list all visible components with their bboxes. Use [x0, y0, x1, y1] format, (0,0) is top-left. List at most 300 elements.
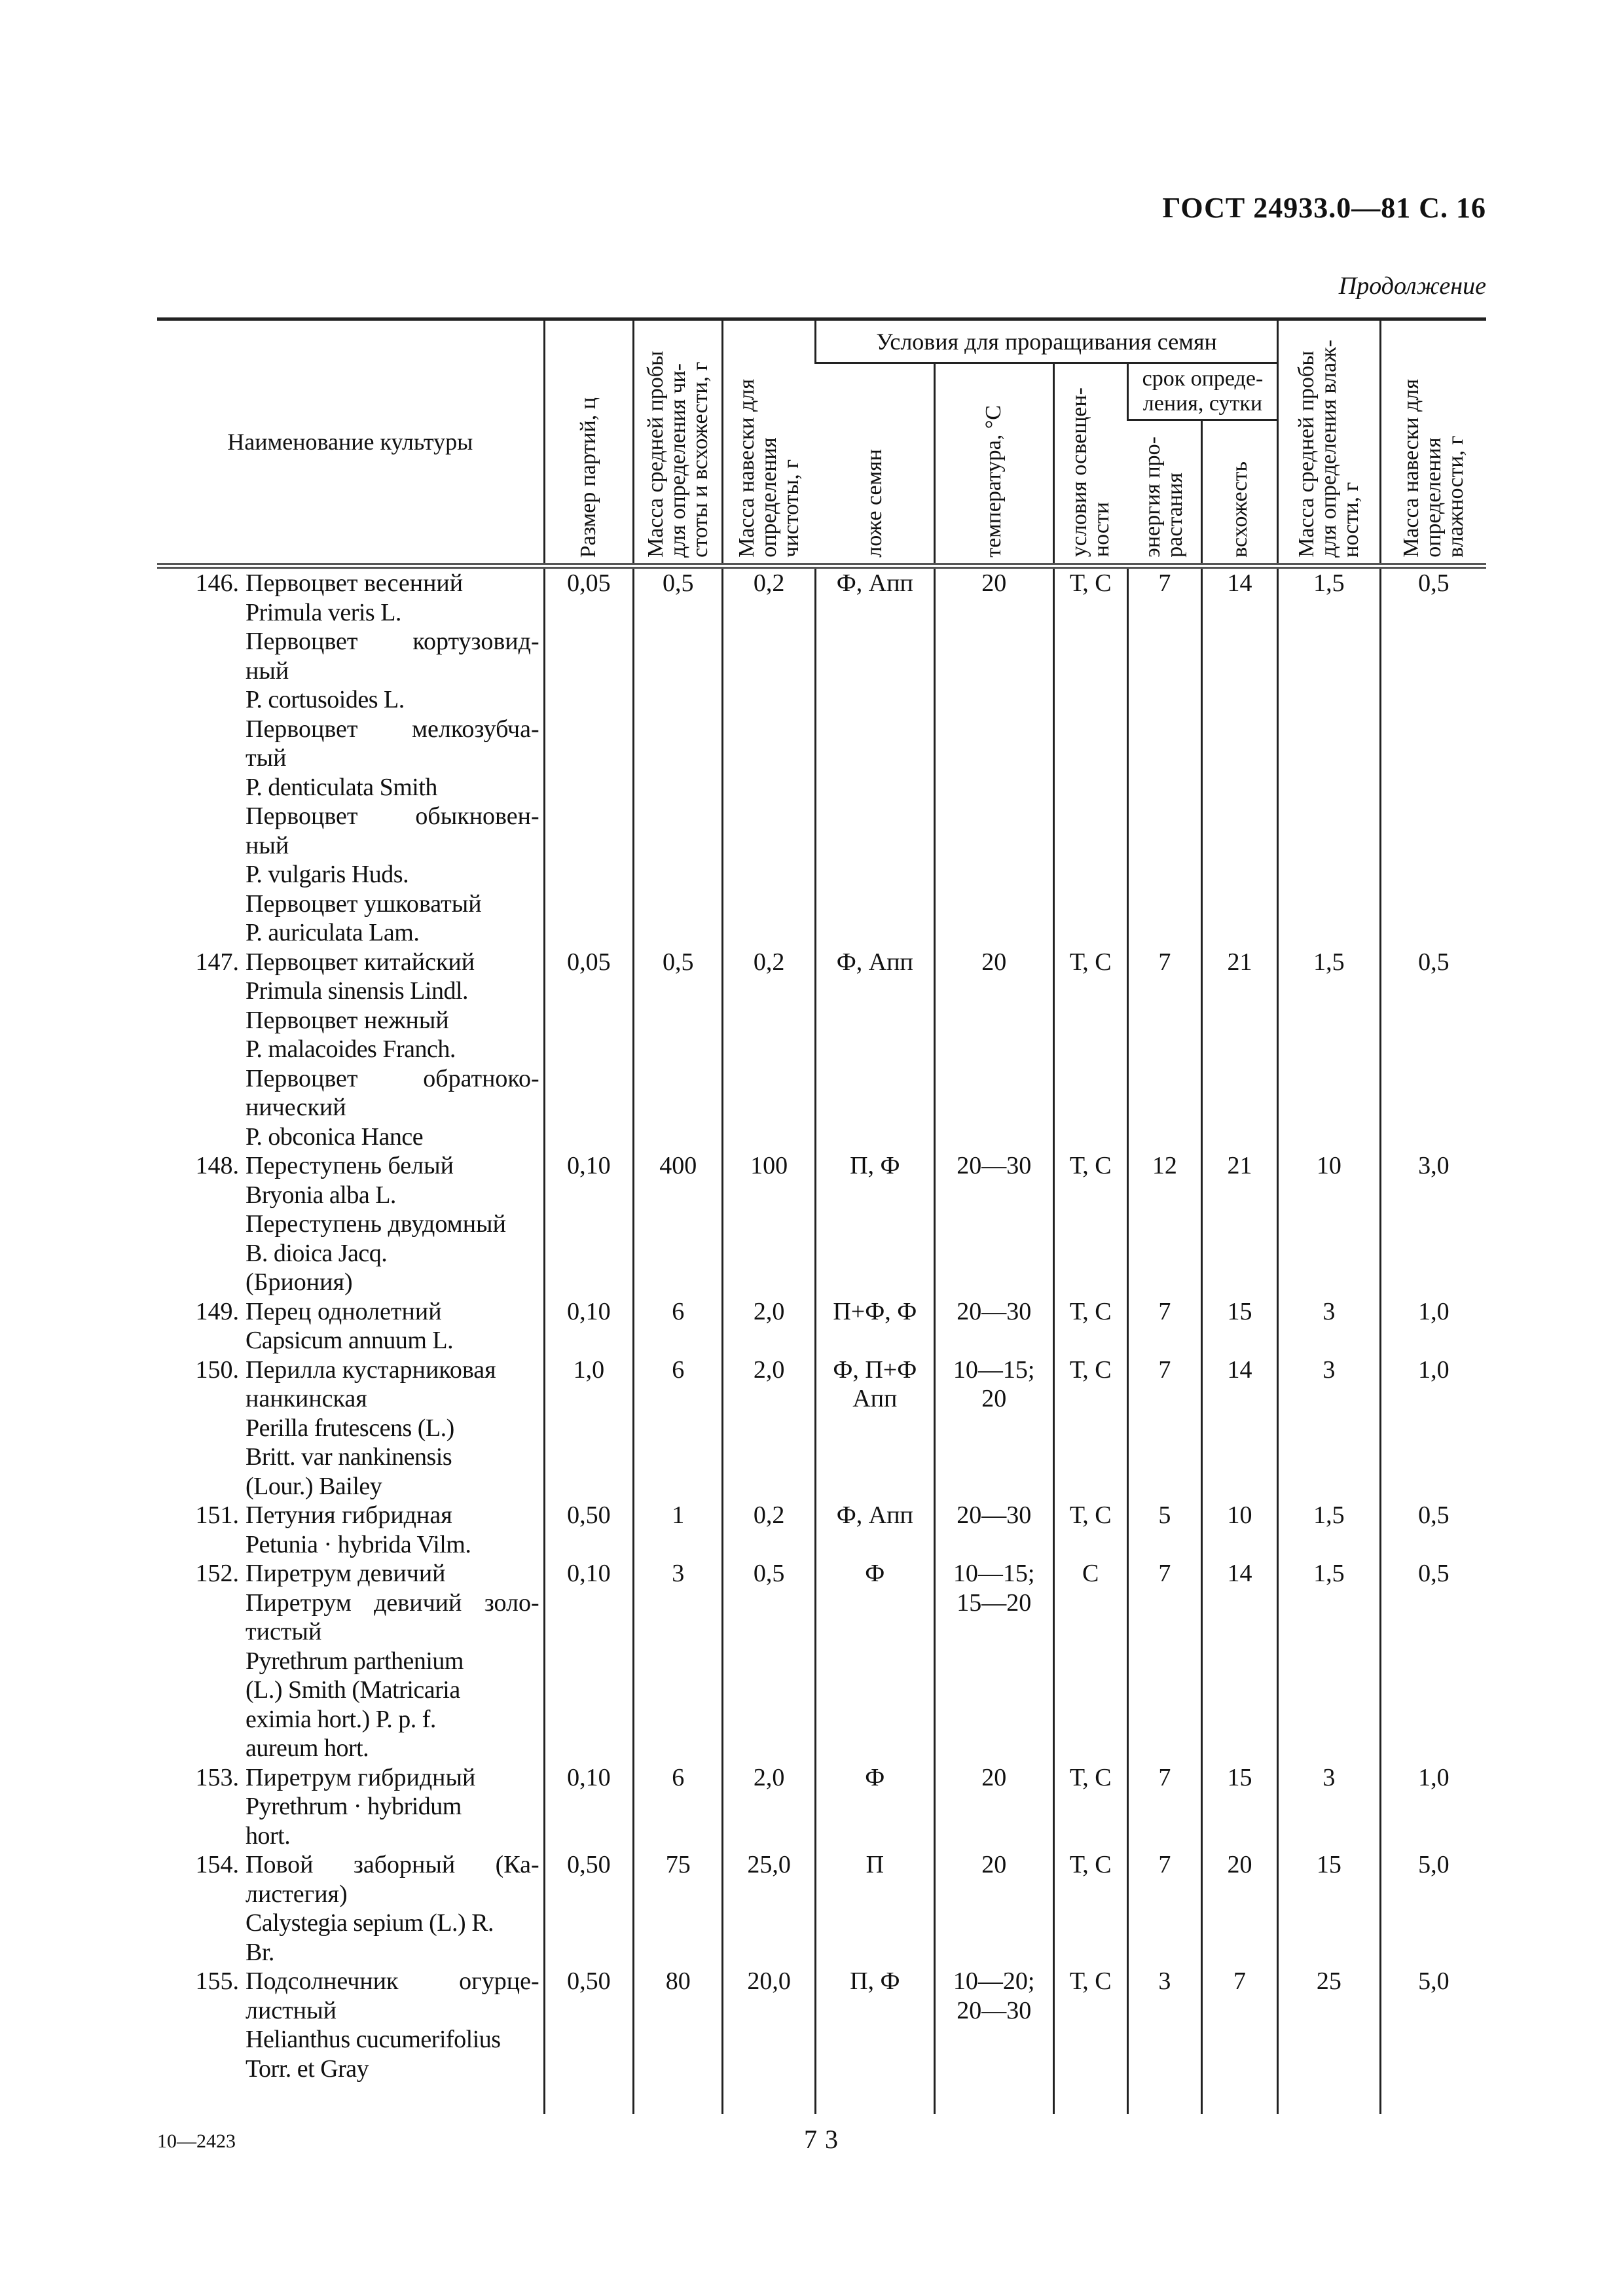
moisture-weigh-cell-value: 3,0: [1418, 1152, 1450, 1179]
avg-sample-cell: [634, 1850, 723, 1967]
row-number: 148.: [195, 1152, 239, 1179]
lighting-cell: [1053, 1559, 1127, 1763]
document-header: ГОСТ 24933.0—81 С. 16: [1162, 192, 1486, 224]
purity-cell-value: 2,0: [753, 1297, 785, 1325]
purity-cell: [723, 1559, 815, 1763]
moisture-avg-cell-value: 3: [1322, 1763, 1336, 1791]
lot-size-cell: [544, 566, 633, 948]
lighting-cell: [1053, 948, 1127, 1152]
lot-size-cell: [544, 1501, 633, 1559]
row-number: 149.: [195, 1297, 239, 1325]
moisture-avg-cell: [1278, 1850, 1381, 1967]
row-number: 147.: [195, 948, 239, 976]
col-moisture-weigh-header: Масса навески для определения влажности, г: [1380, 319, 1486, 566]
col-lot-size-header: Размер партий, ц: [544, 319, 633, 566]
bed-cell: [815, 1967, 934, 2083]
crop-name-line: Первоцвет обратноко-: [246, 1064, 539, 1092]
temperature-cell-value: 20: [981, 1851, 1007, 1878]
bed-cell: [815, 1763, 934, 1851]
crop-name-line: P. auriculata Lam.: [246, 919, 420, 946]
table-row: [157, 1559, 1486, 1763]
lighting-cell-value: Т, С: [1069, 1851, 1112, 1878]
germination-cell: [1201, 1151, 1277, 1297]
lot-size-cell-value: 0,10: [567, 1297, 611, 1325]
lot-size-cell: [544, 1559, 633, 1763]
bed-cell-value: Ф: [865, 1560, 885, 1587]
purity-cell: [723, 1850, 815, 1967]
crop-name-line: Primula sinensis Lindl.: [246, 977, 468, 1005]
crop-name-line: B. dioica Jacq.: [246, 1239, 388, 1267]
row-number: 152.: [195, 1560, 239, 1587]
avg-sample-cell-value: 80: [665, 1967, 691, 1995]
crop-name-line: Петуния гибридная: [246, 1501, 452, 1529]
energy-cell-value: 12: [1152, 1152, 1177, 1179]
energy-cell: [1127, 1355, 1201, 1501]
moisture-avg-cell-value: 1,5: [1313, 948, 1345, 976]
col-lighting-header: условия освещен- ности: [1053, 363, 1127, 566]
lighting-cell-value: Т, С: [1069, 1763, 1112, 1791]
crop-name-line: (L.) Smith (Matricaria: [246, 1676, 460, 1704]
lighting-cell-value: Т, С: [1069, 1355, 1112, 1384]
moisture-weigh-cell: [1380, 1850, 1486, 1967]
crop-name-line: (Бриония): [246, 1268, 353, 1296]
purity-cell: [723, 1297, 815, 1355]
lot-size-cell: [544, 1355, 633, 1501]
germination-cell-value: 14: [1227, 569, 1252, 597]
moisture-weigh-cell: [1380, 1151, 1486, 1297]
energy-cell: [1127, 948, 1201, 1152]
crop-name-line: (Lour.) Bailey: [246, 1472, 382, 1500]
lighting-cell: [1053, 1355, 1127, 1501]
germination-cell: [1201, 1967, 1277, 2083]
temperature-cell: [934, 1559, 1053, 1763]
avg-sample-cell: [634, 566, 723, 948]
moisture-weigh-cell: [1380, 1297, 1486, 1355]
lighting-cell-value: Т, С: [1069, 1967, 1112, 1995]
lighting-cell: [1053, 1763, 1127, 1851]
table-filler-row: [157, 2083, 1486, 2114]
crop-name-line: Petunia · hybrida Vilm.: [246, 1530, 471, 1558]
crop-name-line: Perilla frutescens (L.): [246, 1414, 454, 1442]
crop-name-line: P. malacoides Franch.: [246, 1035, 456, 1063]
moisture-weigh-cell: [1380, 1967, 1486, 2083]
germination-cell: [1201, 1501, 1277, 1559]
crop-name-line: нический: [246, 1094, 346, 1121]
lighting-cell: [1053, 1501, 1127, 1559]
moisture-weigh-cell: [1380, 1559, 1486, 1763]
crop-name-line: Переступень двудомный: [246, 1210, 506, 1238]
temperature-cell: [934, 1151, 1053, 1297]
lot-size-cell: [544, 1850, 633, 1967]
crop-name-cell: [157, 1355, 544, 1501]
germination-cell-value: 14: [1227, 1560, 1252, 1587]
seed-table-wrapper: [157, 317, 1486, 2114]
term-header: срок опреде- ления, сутки: [1127, 363, 1277, 420]
row-number: 153.: [195, 1763, 239, 1791]
energy-cell: [1127, 566, 1201, 948]
crop-name-line: Br.: [246, 1938, 274, 1966]
moisture-avg-cell-value: 25: [1316, 1967, 1341, 1995]
temperature-cell-value: 20: [981, 948, 1007, 976]
purity-cell: [723, 1763, 815, 1851]
temperature-cell-value: 20—30: [957, 1501, 1032, 1529]
crop-name-line: Пиретрум гибридный: [246, 1763, 476, 1791]
lot-size-cell: [544, 1297, 633, 1355]
lot-size-cell: [544, 1151, 633, 1297]
moisture-weigh-cell: [1380, 1763, 1486, 1851]
continuation-label: Продолжение: [1338, 272, 1486, 300]
footer-code: 10—2423: [157, 2130, 236, 2152]
crop-name-line: Bryonia alba L.: [246, 1181, 396, 1209]
moisture-avg-cell-value: 1,5: [1313, 1560, 1345, 1587]
avg-sample-cell-value: 1: [672, 1501, 685, 1529]
crop-name-line: Первоцвет обыкновен-: [246, 802, 539, 830]
purity-cell-value: 25,0: [747, 1851, 791, 1878]
crop-name-line: Первоцвет мелкозубча-: [246, 715, 539, 743]
bed-cell: [815, 1297, 934, 1355]
moisture-avg-cell: [1278, 948, 1381, 1152]
col-temperature-header: температура, °С: [934, 363, 1053, 566]
crop-name-line: Первоцвет нежный: [246, 1006, 449, 1034]
lot-size-cell-value: 0,10: [567, 1152, 611, 1179]
purity-cell: [723, 1967, 815, 2083]
bed-cell: [815, 948, 934, 1152]
purity-cell-value: 20,0: [747, 1967, 791, 1995]
crop-name-line: Перец однолетний: [246, 1297, 442, 1325]
moisture-avg-cell: [1278, 1967, 1381, 2083]
moisture-weigh-cell-value: 1,0: [1418, 1297, 1450, 1325]
table-row: [157, 1763, 1486, 1851]
temperature-cell-value: 20: [981, 569, 1007, 597]
germination-cell: [1201, 948, 1277, 1152]
bed-cell-value: Ф, Апп: [836, 948, 913, 976]
moisture-avg-cell-value: 10: [1316, 1152, 1341, 1179]
energy-cell-value: 3: [1158, 1967, 1171, 1995]
purity-cell-value: 2,0: [753, 1763, 785, 1791]
lot-size-cell: [544, 948, 633, 1152]
moisture-weigh-cell-value: 0,5: [1418, 948, 1450, 976]
crop-name-line: Первоцвет кортузовид-: [246, 628, 539, 655]
crop-name-line: Первоцвет ушковатый: [246, 889, 482, 918]
table-row: [157, 1501, 1486, 1559]
energy-cell-value: 7: [1158, 1355, 1171, 1384]
energy-cell-value: 7: [1158, 1763, 1171, 1791]
moisture-avg-cell-value: 1,5: [1313, 1501, 1345, 1529]
row-number: 155.: [195, 1967, 239, 1995]
filler-cell: [723, 2083, 815, 2114]
lot-size-cell-value: 0,50: [567, 1501, 611, 1529]
crop-name-line: Повой заборный (Ка-: [246, 1851, 539, 1878]
crop-name-cell: [157, 1151, 544, 1297]
table-row: [157, 1850, 1486, 1967]
moisture-avg-cell: [1278, 1355, 1381, 1501]
crop-name-line: тый: [246, 744, 287, 772]
moisture-weigh-cell-value: 0,5: [1418, 1501, 1450, 1529]
energy-cell-value: 7: [1158, 569, 1171, 597]
col-energy-header: энергия про- растания: [1127, 420, 1201, 566]
crop-name-line: ный: [246, 656, 289, 685]
crop-name-line: нанкинская: [246, 1385, 367, 1412]
filler-cell: [1201, 2083, 1277, 2114]
crop-name-cell: [157, 1559, 544, 1763]
filler-cell: [1380, 2083, 1486, 2114]
avg-sample-cell: [634, 948, 723, 1152]
row-number: 146.: [195, 569, 239, 597]
energy-cell: [1127, 1559, 1201, 1763]
moisture-avg-cell-value: 1,5: [1313, 569, 1345, 597]
avg-sample-cell-value: 3: [672, 1560, 685, 1587]
temperature-cell: [934, 948, 1053, 1152]
crop-name-line: Calystegia sepium (L.) R.: [246, 1909, 494, 1937]
moisture-avg-cell-value: 3: [1322, 1297, 1336, 1325]
temperature-cell: [934, 1297, 1053, 1355]
temperature-cell: [934, 1355, 1053, 1501]
moisture-weigh-cell-value: 5,0: [1418, 1851, 1450, 1878]
germination-cell-value: 14: [1227, 1355, 1252, 1384]
lot-size-cell-value: 0,10: [567, 1560, 611, 1587]
germination-cell-value: 21: [1227, 948, 1252, 976]
filler-cell: [1053, 2083, 1127, 2114]
crop-name-line: Pyrethrum parthenium: [246, 1647, 464, 1675]
table-row: [157, 948, 1486, 1152]
crop-name-cell: [157, 1297, 544, 1355]
table-row: [157, 1297, 1486, 1355]
temperature-cell: [934, 1501, 1053, 1559]
bed-cell: [815, 1151, 934, 1297]
avg-sample-cell: [634, 1763, 723, 1851]
moisture-weigh-cell-value: 1,0: [1418, 1355, 1450, 1384]
lighting-cell-value: Т, С: [1069, 1501, 1112, 1529]
purity-cell-value: 0,2: [753, 569, 785, 597]
energy-cell-value: 7: [1158, 1851, 1171, 1878]
energy-cell: [1127, 1967, 1201, 2083]
row-number: 151.: [195, 1501, 239, 1529]
avg-sample-cell-value: 0,5: [662, 948, 694, 976]
col-name-header: Наименование культуры: [157, 319, 544, 566]
crop-name-line: Пиретрум девичий: [246, 1560, 446, 1587]
lot-size-cell-value: 1,0: [573, 1355, 605, 1384]
purity-cell-value: 0,5: [753, 1560, 785, 1587]
avg-sample-cell-value: 0,5: [662, 569, 694, 597]
bed-cell-value: Ф: [865, 1763, 885, 1791]
temperature-cell-value: 10—15; 20: [953, 1355, 1035, 1412]
lighting-cell: [1053, 1151, 1127, 1297]
avg-sample-cell-value: 75: [665, 1851, 691, 1878]
purity-cell: [723, 1501, 815, 1559]
bed-cell: [815, 1501, 934, 1559]
energy-cell: [1127, 1850, 1201, 1967]
col-avg-sample-header: Масса средней пробы для определения чи- стоты и всхожести, г: [634, 319, 723, 566]
avg-sample-cell: [634, 1297, 723, 1355]
germination-cell: [1201, 566, 1277, 948]
page-number: 73: [804, 2125, 846, 2154]
filler-cell: [815, 2083, 934, 2114]
moisture-weigh-cell-value: 0,5: [1418, 569, 1450, 597]
moisture-weigh-cell: [1380, 1501, 1486, 1559]
bed-cell-value: П: [866, 1851, 884, 1878]
bed-cell: [815, 1850, 934, 1967]
bed-cell-value: П, Ф: [850, 1152, 900, 1179]
crop-name-line: hort.: [246, 1821, 291, 1850]
germination-cell-value: 10: [1227, 1501, 1252, 1529]
crop-name-line: Britt. var nankinensis: [246, 1443, 452, 1471]
crop-name-line: тистый: [246, 1618, 322, 1645]
row-number: 150.: [195, 1355, 239, 1384]
moisture-avg-cell: [1278, 1297, 1381, 1355]
germination-cell: [1201, 1355, 1277, 1501]
germination-cell: [1201, 1559, 1277, 1763]
purity-cell: [723, 1151, 815, 1297]
germination-cell-value: 7: [1233, 1967, 1247, 1995]
temperature-cell-value: 20: [981, 1763, 1007, 1791]
moisture-avg-cell: [1278, 1763, 1381, 1851]
crop-name-line: aureum hort.: [246, 1734, 369, 1762]
moisture-avg-cell: [1278, 1151, 1381, 1297]
lighting-cell: [1053, 1297, 1127, 1355]
bed-cell-value: П, Ф: [850, 1967, 900, 1995]
purity-cell-value: 0,2: [753, 1501, 785, 1529]
avg-sample-cell: [634, 1151, 723, 1297]
temperature-cell: [934, 1763, 1053, 1851]
col-bed-header: ложе семян: [815, 363, 934, 566]
crop-name-line: P. cortusoides L.: [246, 686, 405, 713]
energy-cell: [1127, 1763, 1201, 1851]
avg-sample-cell: [634, 1355, 723, 1501]
table-body: [157, 566, 1486, 2115]
lot-size-cell-value: 0,05: [567, 948, 611, 976]
energy-cell-value: 5: [1158, 1501, 1171, 1529]
crop-name-line: Подсолнечник огурце-: [246, 1967, 539, 1995]
crop-name-line: Первоцвет китайский: [246, 948, 475, 976]
temperature-cell: [934, 1967, 1053, 2083]
moisture-weigh-cell: [1380, 566, 1486, 948]
energy-cell: [1127, 1151, 1201, 1297]
lot-size-cell-value: 0,50: [567, 1851, 611, 1878]
crop-name-cell: [157, 948, 544, 1152]
germination-cell-value: 15: [1227, 1297, 1252, 1325]
purity-cell-value: 2,0: [753, 1355, 785, 1384]
crop-name-line: Пиретрум девичий золо-: [246, 1588, 539, 1617]
purity-cell-value: 0,2: [753, 948, 785, 976]
lighting-cell-value: Т, С: [1069, 569, 1112, 597]
moisture-avg-cell-value: 15: [1316, 1851, 1341, 1878]
table-row: [157, 566, 1486, 948]
moisture-avg-cell-value: 3: [1322, 1355, 1336, 1384]
avg-sample-cell-value: 400: [659, 1152, 697, 1179]
moisture-weigh-cell-value: 0,5: [1418, 1560, 1450, 1587]
lot-size-cell: [544, 1967, 633, 2083]
moisture-avg-cell: [1278, 1559, 1381, 1763]
energy-cell: [1127, 1501, 1201, 1559]
moisture-weigh-cell-value: 1,0: [1418, 1763, 1450, 1791]
crop-name-line: Torr. et Gray: [246, 2054, 369, 2083]
crop-name-cell: [157, 566, 544, 948]
purity-cell: [723, 566, 815, 948]
germination-conditions-header: Условия для проращивания семян: [815, 319, 1277, 363]
temperature-cell: [934, 566, 1053, 948]
energy-cell-value: 7: [1158, 948, 1171, 976]
crop-name-cell: [157, 1763, 544, 1851]
germination-cell-value: 21: [1227, 1152, 1252, 1179]
crop-name-line: Capsicum annuum L.: [246, 1327, 454, 1354]
moisture-weigh-cell-value: 5,0: [1418, 1967, 1450, 1995]
bed-cell-value: Ф, П+Ф Апп: [833, 1355, 917, 1412]
crop-name-line: Перилла кустарниковая: [246, 1355, 496, 1384]
col-purity-sample-header: Масса навески для определения чистоты, г: [723, 319, 815, 566]
filler-cell: [1127, 2083, 1201, 2114]
row-number: 154.: [195, 1851, 239, 1878]
filler-cell: [634, 2083, 723, 2114]
moisture-avg-cell: [1278, 1501, 1381, 1559]
crop-name-line: ный: [246, 831, 289, 859]
lighting-cell-value: Т, С: [1069, 1297, 1112, 1325]
purity-cell: [723, 1355, 815, 1501]
lot-size-cell: [544, 1763, 633, 1851]
germination-cell: [1201, 1763, 1277, 1851]
avg-sample-cell-value: 6: [672, 1763, 685, 1791]
crop-name-line: листный: [246, 1996, 337, 2024]
temperature-cell-value: 10—15; 15—20: [953, 1560, 1035, 1617]
avg-sample-cell-value: 6: [672, 1297, 685, 1325]
germination-cell: [1201, 1297, 1277, 1355]
lighting-cell-value: Т, С: [1069, 948, 1112, 976]
crop-name-line: Переступень белый: [246, 1152, 454, 1179]
moisture-weigh-cell: [1380, 948, 1486, 1152]
bed-cell: [815, 1355, 934, 1501]
energy-cell-value: 7: [1158, 1560, 1171, 1587]
moisture-avg-cell: [1278, 566, 1381, 948]
moisture-weigh-cell: [1380, 1355, 1486, 1501]
energy-cell: [1127, 1297, 1201, 1355]
table-row: [157, 1355, 1486, 1501]
filler-cell: [934, 2083, 1053, 2114]
lot-size-cell-value: 0,50: [567, 1967, 611, 1995]
lighting-cell: [1053, 1967, 1127, 2083]
col-germination-header: всхожесть: [1201, 420, 1277, 566]
crop-name-cell: [157, 1501, 544, 1559]
col-moisture-avg-header: Масса средней пробы для определения влаж- ности, г: [1278, 319, 1381, 566]
table-header: [157, 319, 1486, 566]
lighting-cell: [1053, 1850, 1127, 1967]
crop-name-line: eximia hort.) P. p. f.: [246, 1705, 436, 1733]
table-row: [157, 1967, 1486, 2083]
seed-table: [157, 317, 1486, 2114]
crop-name-line: листегия): [246, 1880, 348, 1908]
purity-cell-value: 100: [750, 1152, 788, 1179]
bed-cell-value: П+Ф, Ф: [833, 1297, 917, 1325]
filler-cell: [157, 2083, 544, 2114]
crop-name-line: Pyrethrum · hybridum: [246, 1793, 462, 1820]
table-row: [157, 1151, 1486, 1297]
lighting-cell-value: Т, С: [1069, 1152, 1112, 1179]
crop-name-cell: [157, 1967, 544, 2083]
temperature-cell-value: 10—20; 20—30: [953, 1967, 1035, 2024]
crop-name-line: Helianthus cucumerifolius: [246, 2026, 501, 2053]
avg-sample-cell: [634, 1967, 723, 2083]
germination-cell: [1201, 1850, 1277, 1967]
temperature-cell-value: 20—30: [957, 1297, 1032, 1325]
lot-size-cell-value: 0,10: [567, 1763, 611, 1791]
avg-sample-cell-value: 6: [672, 1355, 685, 1384]
filler-cell: [1278, 2083, 1381, 2114]
lighting-cell-value: С: [1082, 1560, 1099, 1587]
germination-cell-value: 20: [1227, 1851, 1252, 1878]
bed-cell: [815, 1559, 934, 1763]
temperature-cell: [934, 1850, 1053, 1967]
filler-cell: [544, 2083, 633, 2114]
crop-name-line: Первоцвет весенний: [246, 569, 464, 597]
avg-sample-cell: [634, 1501, 723, 1559]
